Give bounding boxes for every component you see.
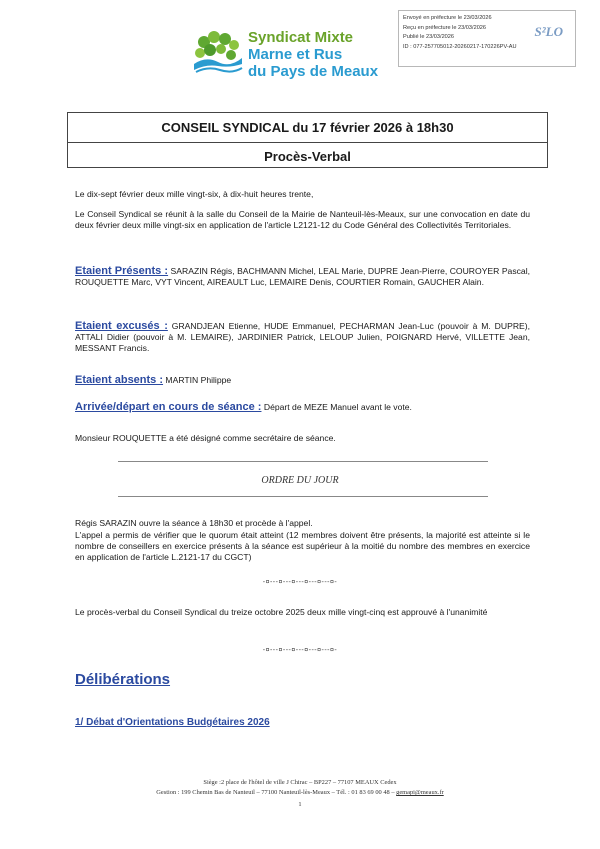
logo-emblem xyxy=(192,28,244,78)
secretaire-paragraph: Monsieur ROUQUETTE a été désigné comme secrétaire de séance. xyxy=(75,433,336,443)
agenda-item-1: 1/ Débat d'Orientations Budgétaires 2026 xyxy=(75,717,270,728)
prefecture-stamp xyxy=(398,10,576,67)
logo-line-1: Syndicat Mixte xyxy=(248,29,354,46)
stamp-sent: Envoyé en préfecture le 23/03/2026 xyxy=(403,15,492,21)
footer-management-text: Gestion : 199 Chemin Bas de Nanteuil – 77100 Nanteuil-lès-Meaux – Tél. : 01 83 69 00 48 – xyxy=(156,789,397,796)
document-title: CONSEIL SYNDICAL du 17 février 2026 à 18h30 xyxy=(161,120,454,135)
footer-address-management xyxy=(0,788,600,798)
separator-ornament-2: -¤---¤---¤---¤---¤---¤- xyxy=(262,647,338,654)
arrivee-label: Arrivée/départ en cours de séance : xyxy=(75,401,262,413)
divider-bottom xyxy=(118,496,488,497)
convocation-paragraph: Le Conseil Syndical se réunit à la salle du Conseil de la Mairie de Nanteuil-lès-Meaux, sur une convocation en date du deux février deux mille vingt-six en application de l'article L2121-12 du Code Général des Collectivités Territoriales. xyxy=(75,209,530,230)
absents-label: Etaient absents : xyxy=(75,374,164,386)
presents-list: SARAZIN Régis, BACHMANN Michel, LEAL Marie, DUPRE Jean-Pierre, COUROYER Pascal, ROUQUETTE Marc, VYT Vincent, AIREAULT Luc, LEMAIRE Denis, COURTIER Romain, GAUCHER Alain. xyxy=(75,266,531,287)
title-divider xyxy=(68,142,547,143)
logo-line-2: Marne et Rus xyxy=(248,46,343,63)
excuses-paragraph xyxy=(75,321,530,354)
page-number: 1 xyxy=(298,801,302,808)
document-subtitle: Procès-Verbal xyxy=(264,149,351,164)
presents-paragraph xyxy=(75,266,530,288)
footer-email-link[interactable]: gemapi@meaux.fr xyxy=(396,789,444,796)
separator-ornament-1: -¤---¤---¤---¤---¤---¤- xyxy=(262,579,338,586)
stamp-brand-logo: S²LO xyxy=(534,24,563,39)
stamp-published: Publié le 23/03/2026 xyxy=(403,34,455,41)
deliberations-heading: Délibérations xyxy=(75,671,171,688)
footer-address-seat: Siège :2 place de l'hôtel de ville J Chirac – BP227 – 77107 MEAUX Cedex xyxy=(203,779,397,786)
logo-line-3: du Pays de Meaux xyxy=(248,63,379,80)
absents-paragraph xyxy=(75,375,530,386)
quorum-paragraph: L'appel a permis de vérifier que le quorum était atteint (12 membres doivent être présents, la majorité est atteinte si le nombre de conseillers en exercice présents à la séance est supérieur à la moitié du nombre des membres en exercice en application de l'article L.2121-17 du CGCT) xyxy=(75,530,530,562)
excuses-label: Etaient excusés : xyxy=(75,320,168,332)
presents-label: Etaient Présents : xyxy=(75,265,169,277)
excuses-list: GRANDJEAN Etienne, HUDE Emmanuel, PECHARMAN Jean-Luc (pouvoir à M. DUPRE), ATTALI Didier (pouvoir à M. LEMAIRE), JARDINIER Patrick, LELOUP Julien, POIGNARD Hervé, VILLETTE Jean, MESSANT Francis. xyxy=(75,321,531,353)
pv-approval-paragraph: Le procès-verbal du Conseil Syndical du treize octobre 2025 deux mille vingt-cinq est approuvé à l'unanimité xyxy=(75,607,488,617)
stamp-id: ID : 077-257705012-20260217-170226PV-AU xyxy=(403,43,517,50)
ouverture-paragraph: Régis SARAZIN ouvre la séance à 18h30 et procède à l'appel. xyxy=(75,518,313,528)
divider-top xyxy=(118,461,488,462)
title-box xyxy=(67,112,548,168)
stamp-received: Reçu en préfecture le 23/03/2026 xyxy=(403,24,487,31)
arrivee-paragraph xyxy=(75,402,530,413)
absents-list: MARTIN Philippe xyxy=(165,375,232,385)
arrivee-text: Départ de MEZE Manuel avant le vote. xyxy=(263,402,412,412)
ordre-du-jour-heading: ORDRE DU JOUR xyxy=(261,475,339,486)
intro-paragraph: Le dix-sept février deux mille vingt-six, à dix-huit heures trente, xyxy=(75,189,314,199)
logo-wordmark xyxy=(248,29,378,80)
